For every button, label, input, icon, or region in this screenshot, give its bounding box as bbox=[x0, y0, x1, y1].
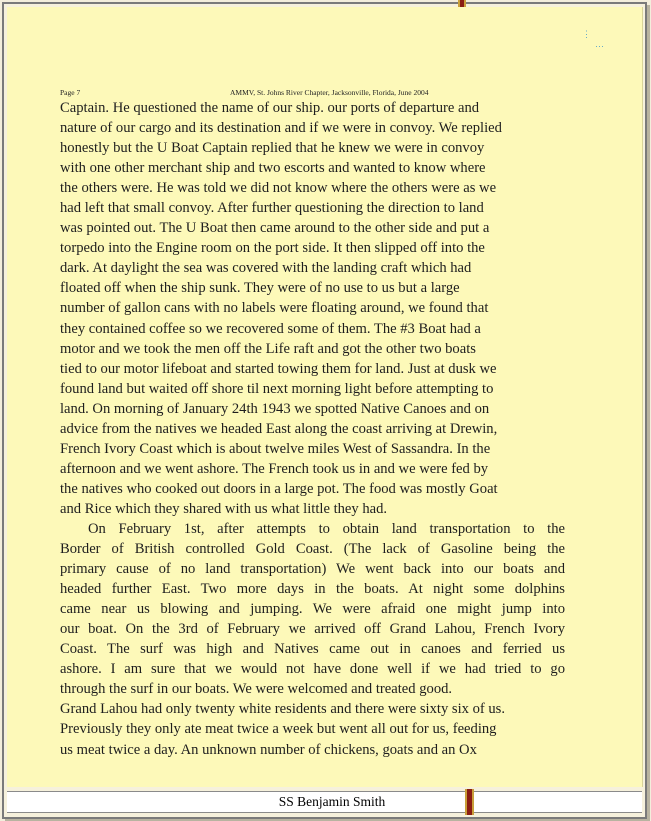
corner-mark-bottom: ⋯ bbox=[595, 41, 604, 51]
text-line: through the surf in our boats. We were welcomed and treated good. bbox=[60, 681, 453, 698]
page-number: Page 7 bbox=[60, 88, 81, 97]
text-line: Grand Lahou had only twenty white residents and there were sixty six of us. bbox=[60, 701, 506, 718]
text-line: found land but waited off shore til next morning light before attempting to bbox=[60, 380, 494, 397]
footer-marker-decoration bbox=[465, 789, 474, 815]
text-line: Coast. The surf was high and Natives came out in canoes and ferried us bbox=[60, 641, 565, 658]
text-line: tied to our motor lifeboat and started towing them for land. Just at dusk we bbox=[60, 360, 497, 377]
text-line: number of gallon cans with no labels were floating around, we found that bbox=[60, 300, 489, 317]
paragraph-3 bbox=[60, 699, 565, 759]
text-line: afternoon and we went ashore. The French took us in and we were fed by bbox=[60, 460, 489, 477]
text-line: us meat twice a day. An unknown number of chickens, goats and an Ox bbox=[60, 741, 477, 758]
text-line: was pointed out. The U Boat then came around to the other side and put a bbox=[60, 220, 490, 237]
text-line: the natives who cooked out doors in a large pot. The food was mostly Goat bbox=[60, 480, 498, 497]
running-title: AMMV, St. Johns River Chapter, Jacksonville, Florida, June 2004 bbox=[230, 88, 429, 97]
text-line: came near us blowing and jumping. We were afraid one might jump into bbox=[60, 601, 565, 618]
text-line: headed further East. Two more days in the boats. At night some dolphins bbox=[60, 581, 565, 598]
text-line: advice from the natives we headed East along the coast arriving at Drewin, bbox=[60, 420, 498, 437]
paragraph-2 bbox=[60, 519, 565, 699]
text-line: French Ivory Coast which is about twelve miles West of Sassandra. In the bbox=[60, 440, 491, 457]
document-body bbox=[60, 98, 565, 760]
text-line: On February 1st, after attempts to obtain land transportation to the bbox=[88, 520, 565, 537]
text-line: torpedo into the Engine room on the port side. It then slipped off into the bbox=[60, 240, 485, 257]
text-line: floated off when the ship sunk. They were of no use to us but a large bbox=[60, 280, 460, 297]
text-line: our boat. On the 3rd of February we arrived off Grand Lahou, French Ivory bbox=[60, 621, 565, 638]
text-line: dark. At daylight the sea was covered with the landing craft which had bbox=[60, 260, 472, 277]
text-line: they contained coffee so we recovered some of them. The #3 Boat had a bbox=[60, 320, 481, 337]
text-line: and Rice which they shared with us what little they had. bbox=[60, 500, 388, 517]
text-line: primary cause of no land transportation) We went back into our boats and bbox=[60, 561, 565, 578]
text-line: had left that small convoy. After further questioning the direction to land bbox=[60, 200, 484, 217]
text-line: Border of British controlled Gold Coast. (The lack of Gasoline being the bbox=[60, 541, 565, 558]
text-line: honestly but the U Boat Captain replied that he knew we were in convoy bbox=[60, 140, 485, 157]
text-line: ashore. I am sure that we would not have done well if we had tried to go bbox=[60, 661, 565, 678]
text-line: nature of our cargo and its destination and if we were in convoy. We replied bbox=[60, 120, 502, 137]
text-line: land. On morning of January 24th 1943 we spotted Native Canoes and on bbox=[60, 400, 490, 417]
paragraph-1 bbox=[60, 98, 565, 519]
footer-bar bbox=[7, 791, 642, 813]
text-line: motor and we took the men off the Life raft and got the other two boats bbox=[60, 340, 476, 357]
text-line: with one other merchant ship and two escorts and wanted to know where bbox=[60, 160, 486, 177]
footer-title: SS Benjamin Smith bbox=[278, 794, 386, 809]
corner-mark-top: ⋮ bbox=[582, 29, 591, 39]
text-line: the others were. He was told we did not know where the others were as we bbox=[60, 180, 497, 197]
text-line: Previously they only ate meat twice a week but went all out for us, feeding bbox=[60, 721, 497, 738]
text-line: Captain. He questioned the name of our ship. our ports of departure and bbox=[60, 100, 480, 116]
